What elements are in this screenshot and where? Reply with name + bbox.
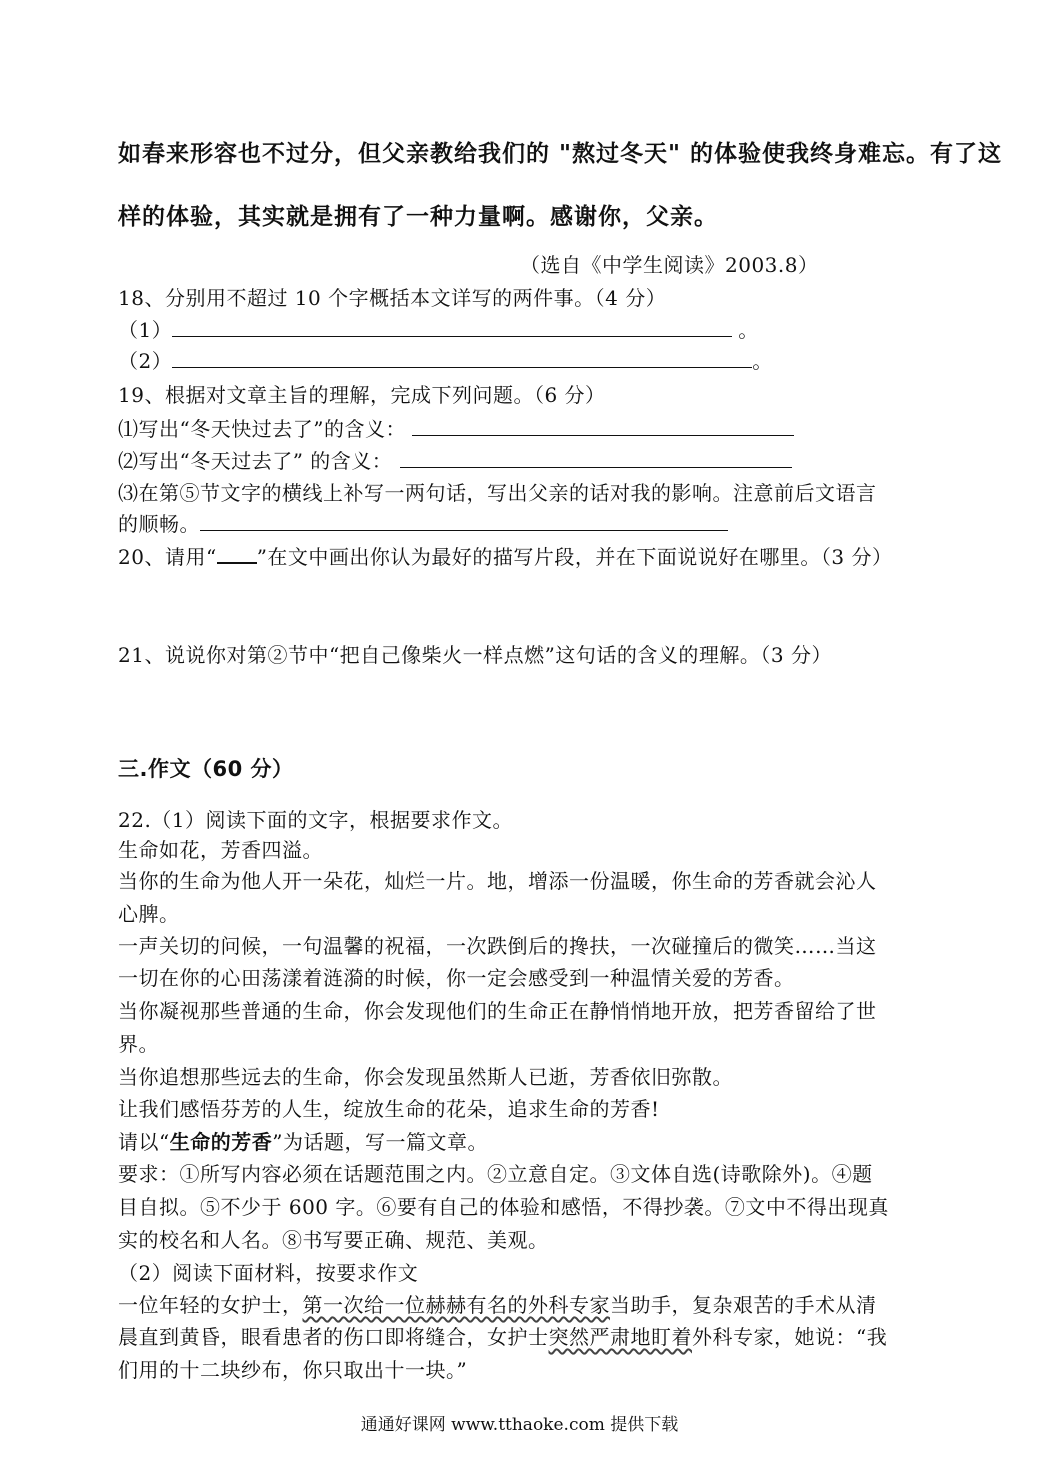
q18-item-1-end: 。 <box>738 318 759 342</box>
q22-topic: 生命的芳香 <box>169 1130 273 1154</box>
q19-part-2 <box>118 446 792 476</box>
q22-topic-pre: 请以“ <box>118 1130 170 1154</box>
q22-material-2a: 晨直到黄昏，眼看患者的伤口即将缝合，女护士 <box>118 1325 549 1349</box>
q19-answer-blank-3[interactable] <box>200 512 728 531</box>
q18-answer-blank-1[interactable] <box>172 318 732 337</box>
q22-line-3: 心脾。 <box>118 902 180 926</box>
q22-req-line-1: 要求：①所写内容必须在话题范围之内。②立意自定。③文体自选(诗歌除外)。④题 <box>118 1162 873 1186</box>
q19-part-3-label: 的顺畅。 <box>118 512 200 536</box>
q22-material-2c: 外科专家，她说：“我 <box>692 1325 888 1349</box>
q19-answer-blank-1[interactable] <box>412 417 794 436</box>
q22-line-7: 界。 <box>118 1032 159 1056</box>
passage-line-1: 如春来形容也不过分，但父亲教给我们的 "熬过冬天" 的体验使我终身难忘。有了这 <box>118 141 1002 167</box>
q22-line-6: 当你凝视那些普通的生命，你会发现他们的生命正在静悄悄地开放，把芳香留给了世 <box>118 999 877 1023</box>
q19-part-1-label: ⑴写出“冬天快过去了”的含义： <box>118 417 406 441</box>
q22-material-line-2 <box>118 1322 887 1352</box>
q22-line-4: 一声关切的问候，一句温馨的祝福，一次跌倒后的搀扶，一次碰撞后的微笑……当这 <box>118 934 877 958</box>
q19-part-3-line-2 <box>118 509 728 539</box>
q22-line-9: 让我们感悟芬芳的人生，绽放生命的花朵，追求生命的芳香! <box>118 1097 660 1121</box>
q22-material-line-3: 们用的十二块纱布，你只取出十一块。” <box>118 1358 468 1382</box>
q18-item-1-label: （1） <box>118 318 173 342</box>
passage-line-2: 样的体验，其实就是拥有了一种力量啊。感谢你，父亲。 <box>118 204 718 230</box>
q22-material-2b: 突然严肃地盯着 <box>548 1325 692 1349</box>
q22-line-1: 生命如花，芳香四溢。 <box>118 838 323 862</box>
q22-material-1b: 第一次给一位赫赫有名的外科专家 <box>302 1293 610 1317</box>
section-3-title: 三.作文（60 分） <box>118 757 294 781</box>
q22-line-5: 一切在你的心田荡漾着涟漪的时候，你一定会感受到一种温情关爱的芳香。 <box>118 966 795 990</box>
source-citation: （选自《中学生阅读》2003.8） <box>520 253 819 277</box>
q22-topic-post: ”为话题，写一篇文章。 <box>272 1130 488 1154</box>
q18-stem: 18、分别用不超过 10 个字概括本文详写的两件事。（4 分） <box>118 286 667 310</box>
q21: 21、说说你对第②节中“把自己像柴火一样点燃”这句话的含义的理解。（3 分） <box>118 643 832 667</box>
q22-material-line-1 <box>118 1290 877 1320</box>
q22-intro: 22.（1）阅读下面的文字，根据要求作文。 <box>118 808 514 832</box>
q19-part-1 <box>118 414 794 444</box>
page-footer: 通通好课网 www.tthaoke.com 提供下载 <box>360 1415 679 1435</box>
q22-line-2: 当你的生命为他人开一朵花，灿烂一片。地，增添一份温暖，你生命的芳香就会沁人 <box>118 869 877 893</box>
q22-material-1a: 一位年轻的女护士， <box>118 1293 303 1317</box>
q19-part-2-label: ⑵写出“冬天过去了” 的含义： <box>118 449 393 473</box>
q19-part-3-line-1: ⑶在第⑤节文字的横线上补写一两句话，写出父亲的话对我的影响。注意前后文语言 <box>118 481 877 505</box>
q22-req-line-2: 目自拟。⑤不少于 600 字。⑥要有自己的体验和感悟，不得抄袭。⑦文中不得出现真 <box>118 1195 889 1219</box>
q18-item-1 <box>118 315 759 345</box>
q22-part-2-intro: （2）阅读下面材料，按要求作文 <box>118 1261 419 1285</box>
q20-underline-marker <box>217 544 257 564</box>
q19-answer-blank-2[interactable] <box>400 449 792 468</box>
q18-item-2-label: （2） <box>118 349 173 373</box>
q20-prefix: 20、请用“ <box>118 545 217 569</box>
q18-item-2-end: 。 <box>752 349 773 373</box>
q22-topic-line <box>118 1127 488 1157</box>
q18-answer-blank-2[interactable] <box>172 349 752 368</box>
q18-item-2 <box>118 346 773 376</box>
q22-req-line-3: 实的校名和人名。⑧书写要正确、规范、美观。 <box>118 1228 549 1252</box>
q19-stem: 19、根据对文章主旨的理解，完成下列问题。（6 分） <box>118 383 606 407</box>
q20 <box>118 542 893 572</box>
q22-line-8: 当你追想那些远去的生命，你会发现虽然斯人已逝，芳香依旧弥散。 <box>118 1065 733 1089</box>
q20-suffix: ”在文中画出你认为最好的描写片段，并在下面说说好在哪里。（3 分） <box>256 545 893 569</box>
q22-material-1c: 当助手，复杂艰苦的手术从清 <box>610 1293 877 1317</box>
